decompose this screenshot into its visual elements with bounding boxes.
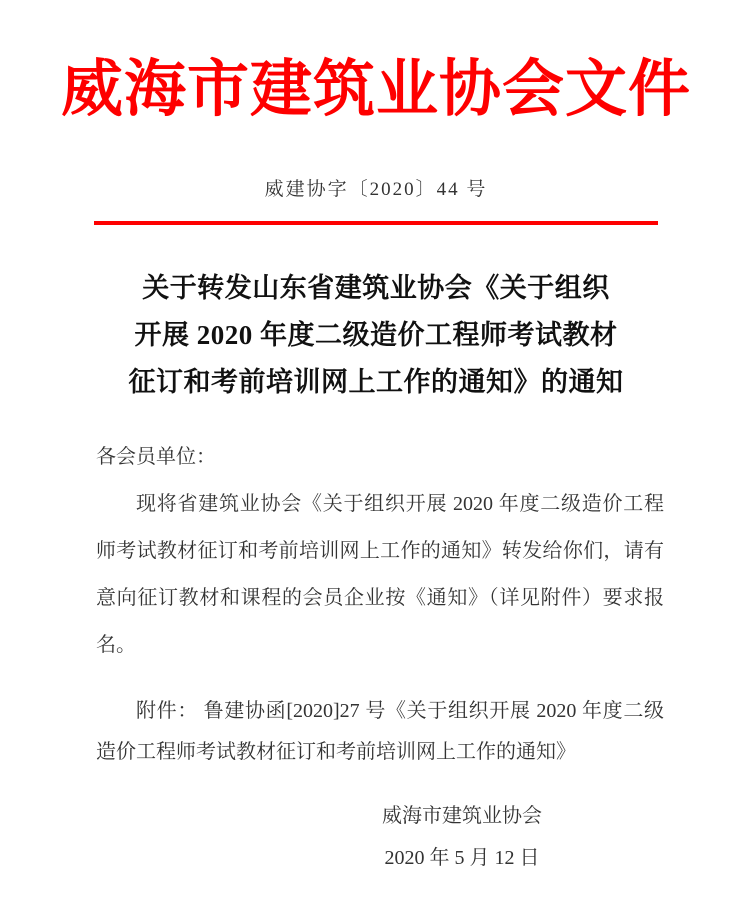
document-title-line-1: 关于转发山东省建筑业协会《关于组织 [142, 273, 610, 304]
document-number: 威建协字〔2020〕44 号 [264, 179, 488, 201]
document-title-line-2: 开展 2020 年度二级造价工程师考试教材 [134, 320, 618, 351]
signature-block [342, 795, 582, 879]
document-title [0, 265, 752, 406]
document-body [96, 434, 664, 669]
red-rule-divider [94, 221, 658, 225]
signature-date: 2020 年 5 月 12 日 [384, 847, 540, 870]
body-paragraph: 现将省建筑业协会《关于组织开展 2020 年度二级造价工程师考试教材征订和考前培训网上工作的通知》转发给你们，请有意向征订教材和课程的会员企业按《通知》（详见附件）要求报名。 [96, 493, 664, 657]
signature-organization: 威海市建筑业协会 [382, 805, 542, 828]
salutation: 各会员单位： [96, 446, 216, 469]
document-title-line-3: 征订和考前培训网上工作的通知》的通知 [128, 367, 624, 398]
attachment-reference: 附件： 鲁建协函[2020]27 号《关于组织开展 2020 年度二级造价工程师考试教材征订和考前培训网上工作的通知》 [96, 700, 664, 764]
letterhead-title: 威海市建筑业协会文件 [60, 56, 691, 124]
